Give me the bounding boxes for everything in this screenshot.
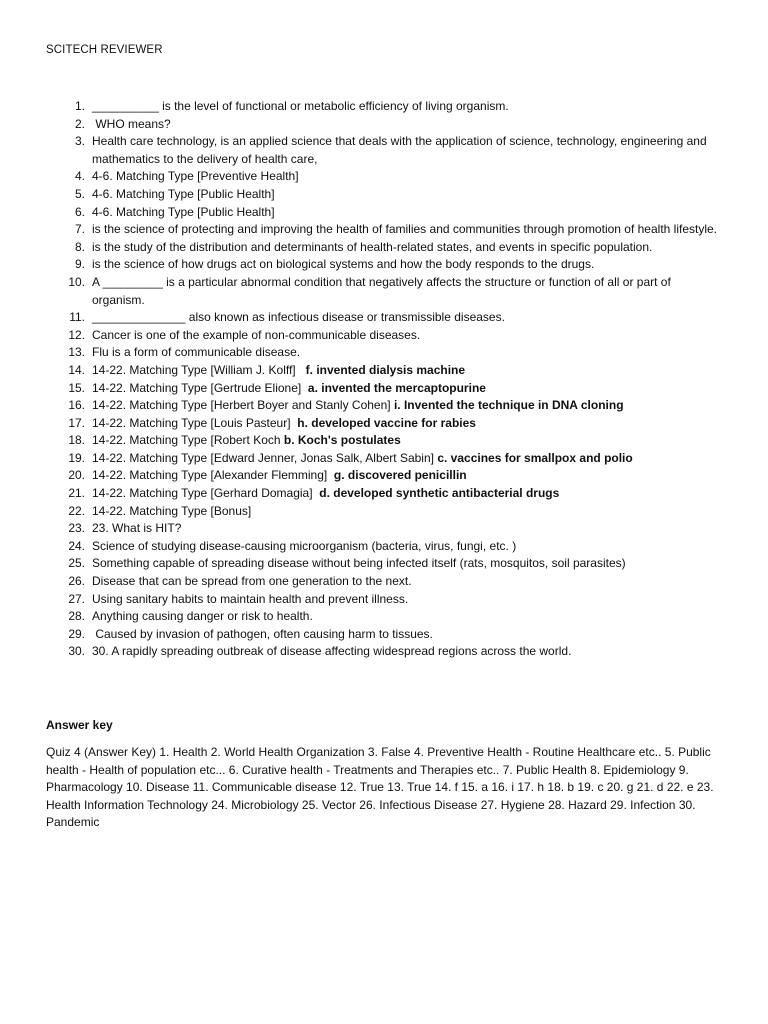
question-text-plain: Flu is a form of communicable disease. [92,345,301,360]
question-number: 15. [68,380,85,395]
question-text [92,327,720,345]
question-text [92,485,720,503]
question-number: 16. [68,398,85,413]
question-text [92,168,720,186]
question-item [60,256,720,274]
question-text-plain: 4-6. Matching Type [Public Health] [92,204,275,219]
question-text-plain: is the study of the distribution and determinants of health-related states, and events in specific population. [92,239,653,254]
question-text-plain: ______________ also known as infectious disease or transmissible diseases. [92,310,505,325]
question-text [92,626,720,644]
question-number: 25. [68,556,85,571]
question-text-plain: Anything causing danger or risk to health. [92,609,313,624]
question-item [60,591,720,609]
question-answer-bold: f. invented dialysis machine [305,362,466,377]
question-text-plain: is the science of protecting and improving the health of families and communities through promotion of health lifestyle. [92,222,718,237]
question-text [92,538,720,556]
question-number: 26. [68,574,85,589]
question-text [92,591,720,609]
question-item [60,573,720,591]
question-answer-bold: i. Invented the technique in DNA cloning [393,398,624,413]
question-number: 4. [74,169,85,184]
question-text-plain: 14-22. Matching Type [Edward Jenner, Jonas Salk, Albert Sabin] [92,450,438,465]
question-text-plain: 14-22. Matching Type [Louis Pasteur] [92,415,298,430]
question-text-plain: __________ is the level of functional or metabolic efficiency of living organism. [92,99,509,113]
question-number: 9. [74,257,85,272]
question-text [92,573,720,591]
question-text-plain: 14-22. Matching Type [Bonus] [92,503,252,518]
question-text-plain: Something capable of spreading disease without being infected itself (rats, mosquitos, soil parasites) [92,556,626,571]
question-text-plain: Health care technology, is an applied science that deals with the application of science, technology, engineering and mathematics to the delivery of health care, [92,134,710,166]
question-text-plain: Cancer is one of the example of non-communicable diseases. [92,327,421,342]
question-number: 6. [74,204,85,219]
question-text-plain: 14-22. Matching Type [William J. Kolff] [92,362,306,377]
question-number: 18. [68,433,85,448]
question-text [92,239,720,257]
question-item [60,362,720,380]
question-text-plain: 30. A rapidly spreading outbreak of disease affecting widespread regions across the world. [92,644,572,659]
question-item [60,344,720,362]
question-item [60,221,720,239]
question-answer-bold: g. discovered penicillin [333,468,467,483]
question-item [60,626,720,644]
question-text [92,309,720,327]
question-text [92,520,720,538]
question-text [92,186,720,204]
question-text [92,133,720,168]
question-item [60,450,720,468]
question-number: 13. [68,345,85,360]
question-answer-bold: c. vaccines for smallpox and polio [437,450,633,465]
question-text [92,608,720,626]
question-number: 28. [68,609,85,624]
question-text [92,116,720,134]
question-text-plain: WHO means? [92,116,171,131]
question-text [92,503,720,521]
question-item [60,274,720,309]
question-text-plain: 23. What is HIT? [92,521,182,536]
question-item [60,186,720,204]
question-number: 14. [68,362,85,377]
question-text-plain: 4-6. Matching Type [Preventive Health] [92,169,299,184]
question-text [92,344,720,362]
question-item [60,327,720,345]
question-number: 22. [68,503,85,518]
question-text-plain: 4-6. Matching Type [Public Health] [92,186,275,201]
answer-key-text: Quiz 4 (Answer Key) 1. Health 2. World Health Organization 3. False 4. Preventive Health - Routine Healthcare etc.. 5. Public health - Health of population etc... 6. Curative health - Treatments and Therapies etc.. 7. Public Health 8. Epidemiology 9. Pharmacology 10. Disease 11. Communicable disease 12. True 13. True 14. f 15. a 16. i 17. h 18. b 19. c 20. g 21. d 22. e 23. Health Information Technology 24. Microbiology 25. Vector 26. Infectious Disease 27. Hygiene 28. Hazard 29. Infection 30. Pandemic [46,745,714,830]
question-item [60,520,720,538]
question-text [92,432,720,450]
question-item [60,643,720,661]
question-text-plain: Science of studying disease-causing microorganism (bacteria, virus, fungi, etc. ) [92,538,517,553]
question-item [60,467,720,485]
question-item [60,608,720,626]
question-text [92,380,720,398]
question-number: 10. [68,274,85,289]
question-item [60,204,720,222]
question-number: 29. [68,626,85,641]
question-number: 24. [68,538,85,553]
question-number: 7. [74,222,85,237]
question-number: 17. [68,415,85,430]
question-item [60,415,720,433]
question-answer-bold: a. invented the mercaptopurine [307,380,486,395]
question-text-plain: 14-22. Matching Type [Alexander Flemming] [92,468,334,483]
question-text [92,415,720,433]
question-number: 5. [74,186,85,201]
question-item [60,239,720,257]
question-text [92,643,720,661]
question-item [60,397,720,415]
question-text [92,467,720,485]
question-text [92,362,720,380]
question-number: 11. [69,310,85,325]
question-text-plain: Using sanitary habits to maintain health and prevent illness. [92,591,409,606]
question-number: 3. [74,134,85,149]
question-item [60,485,720,503]
question-text [92,555,720,573]
answer-key-heading: Answer key [46,718,113,732]
question-item [60,133,720,168]
question-item [60,380,720,398]
question-number: 30. [68,644,85,659]
document-title: SCITECH REVIEWER [46,44,163,56]
question-text [92,450,720,468]
question-number: 2. [74,116,85,131]
question-number: 23. [68,521,85,536]
question-item [60,503,720,521]
question-text-plain: Disease that can be spread from one generation to the next. [92,574,412,589]
question-item [60,116,720,134]
question-item [60,555,720,573]
question-number: 27. [68,591,85,606]
question-text-plain: Caused by invasion of pathogen, often causing harm to tissues. [92,626,433,641]
question-item [60,432,720,450]
question-text-plain: 14-22. Matching Type [Robert Koch [92,433,284,448]
question-number: 12. [68,327,85,342]
question-number: 1. [74,99,85,113]
question-answer-bold: b. Koch's postulates [283,433,401,448]
question-number: 19. [68,450,85,465]
question-text [92,256,720,274]
question-text [92,397,720,415]
question-text-plain: 14-22. Matching Type [Herbert Boyer and Stanly Cohen] [92,398,394,413]
question-text [92,274,720,309]
question-item [60,98,720,116]
question-text-plain: is the science of how drugs act on biological systems and how the body responds to the drugs. [92,257,595,272]
question-item [60,309,720,327]
question-list [60,98,720,661]
question-item [60,538,720,556]
question-item [60,168,720,186]
question-text [92,204,720,222]
question-answer-bold: h. developed vaccine for rabies [297,415,476,430]
question-text-plain: 14-22. Matching Type [Gerhard Domagia] [92,486,320,501]
question-text [92,98,720,116]
question-text [92,221,720,239]
question-number: 21. [68,486,85,501]
question-number: 8. [74,239,85,254]
question-number: 20. [68,468,85,483]
question-text-plain: A _________ is a particular abnormal condition that negatively affects the structure or function of all or part of organism. [92,274,675,307]
question-text-plain: 14-22. Matching Type [Gertrude Elione] [92,380,308,395]
question-answer-bold: d. developed synthetic antibacterial drugs [319,486,560,501]
